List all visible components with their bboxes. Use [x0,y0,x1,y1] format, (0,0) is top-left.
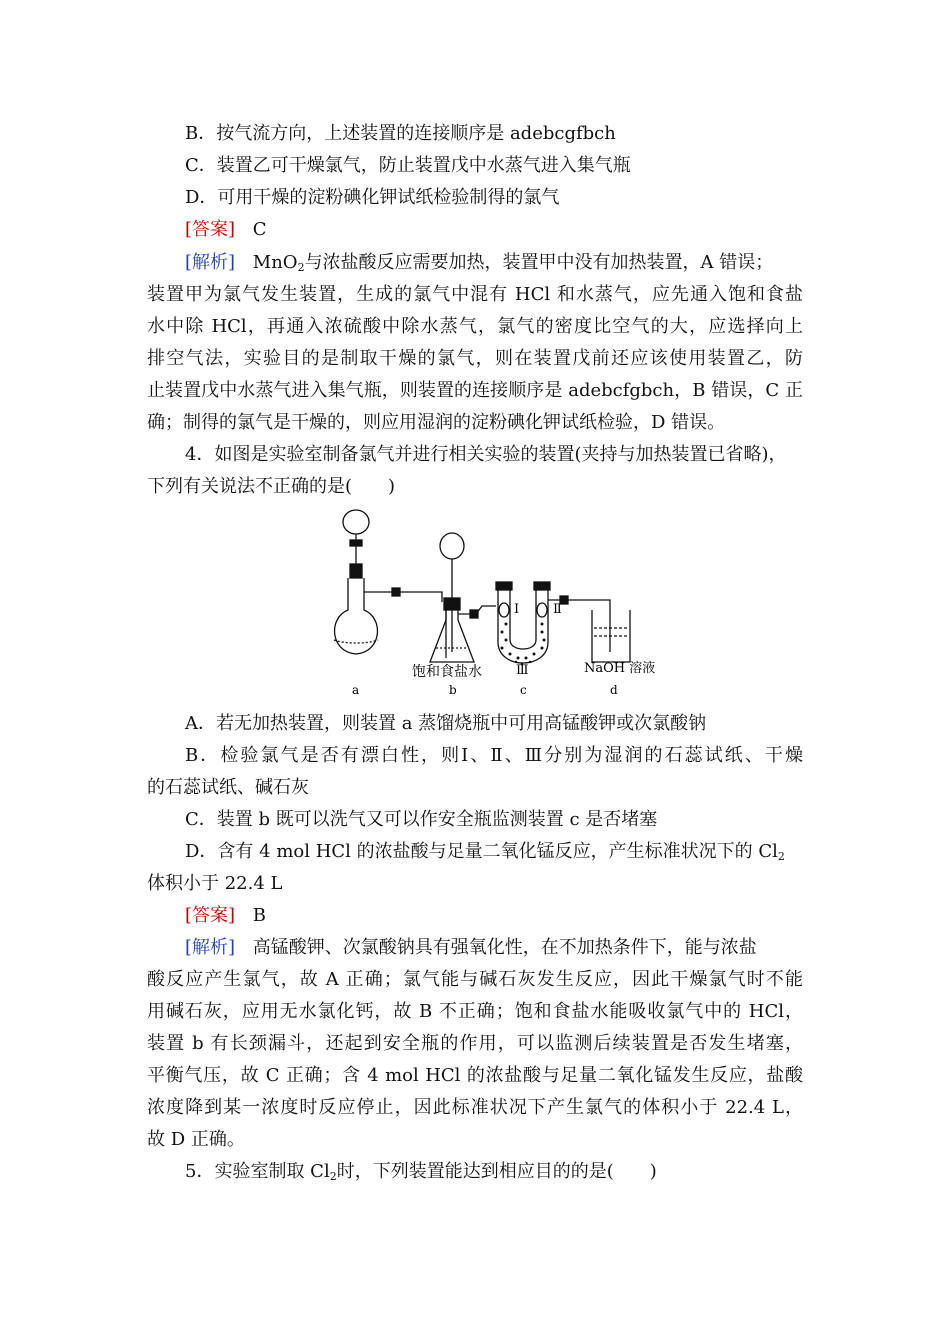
label-d: d [610,683,618,697]
q4-analysis-line-7: 故 D 正确。 [147,1129,245,1150]
analysis-tag: [解析] [185,252,236,273]
q4-option-b-line-1: B．检验氯气是否有漂白性，则Ⅰ、Ⅱ、Ⅲ分别为湿润的石蕊试纸、干燥 [185,745,803,766]
q5-stem [185,1158,657,1186]
q3-option-b: B．按气流方向，上述装置的连接顺序是 adebcgfbch [185,123,616,144]
q3-analysis-text-1b: 与浓盐酸反应需要加热，装置甲中没有加热装置，A 错误； [304,252,774,273]
answer-tag: [答案] [185,219,236,240]
label-c: c [520,683,527,697]
q4-option-d-line-1 [185,838,785,866]
q3-analysis-line-2: 装置甲为氯气发生装置，生成的氯气中混有 HCl 和水蒸气，应先通入饱和食盐 [147,284,803,305]
q4-option-d-line-2: 体积小于 22.4 L [147,873,283,894]
q4-analysis-line-3: 用碱石灰，应用无水氯化钙，故 B 不正确；饱和食盐水能吸收氯气中的 HCl， [147,1001,803,1022]
answer-tag: [答案] [185,905,236,926]
q3-analysis-text-1a: MnO [252,252,298,273]
q4-analysis-line-4: 装置 b 有长颈漏斗，还起到安全瓶的作用，可以监测后续装置是否发生堵塞， [147,1033,803,1054]
q4-answer-line [185,902,266,930]
q3-analysis-line-1 [185,249,803,277]
q4-answer-value: B [252,905,267,926]
distilling-flask [335,578,378,654]
q4-option-d-sub: 2 [777,850,785,863]
u-tube [498,590,548,663]
u-tube-left-stopper [496,582,512,590]
q3-analysis-sub: 2 [297,261,305,274]
q4-stem-line-2: 下列有关说法不正确的是( ) [147,476,396,497]
label-b: b [449,683,457,697]
funnel-stopcock [350,540,362,546]
q4-analysis-line-1 [185,934,803,962]
u-tube-right-stopper [534,582,550,590]
u-tube-mark-II [537,603,547,617]
q4-analysis-line-5: 平衡气压，故 C 正确；含 4 mol HCl 的浓盐酸与足量二氧化锰发生反应，盐酸 [147,1065,803,1086]
label-naoh: NaOH 溶液 [584,661,656,676]
label-I: Ⅰ [514,602,520,617]
separatory-funnel-bulb [343,510,369,534]
q4-option-c: C．装置 b 既可以洗气又可以作安全瓶监测装置 c 是否堵塞 [185,809,658,830]
label-saltwater: 饱和食盐水 [412,664,482,680]
u-tube-mark-I [499,603,509,617]
q4-option-d-text: D．含有 4 mol HCl 的浓盐酸与足量二氧化锰反应，产生标准状况下的 Cl [185,841,778,862]
q4-analysis-line-6: 浓度降到某一浓度时反应停止，因此标准状况下产生氯气的体积小于 22.4 L， [147,1097,803,1118]
q5-stem-text-a: 5．实验室制取 Cl [185,1161,330,1182]
apparatus-figure [320,502,660,702]
q4-analysis-line-2: 酸反应产生氯气，故 A 正确；氯气能与碱石灰发生反应，因此干燥氯气时不能 [147,969,803,990]
label-III: Ⅲ [516,663,529,678]
long-neck-funnel [440,533,464,559]
label-a: a [352,683,360,697]
q3-answer-value: C [252,219,267,240]
q4-analysis-text-1: 高锰酸钾、次氯酸钠具有强氧化性，在不加热条件下，能与浓盐 [252,937,757,958]
label-II: Ⅱ [553,602,562,617]
q4-stem-line-1: 4．如图是实验室制备氯气并进行相关实验的装置(夹持与加热装置已省略)， [185,444,787,465]
q3-option-c: C．装置乙可干燥氯气，防止装置戊中水蒸气进入集气瓶 [185,155,631,176]
q5-stem-sub: 2 [329,1170,337,1183]
q4-option-a: A．若无加热装置，则装置 a 蒸馏烧瓶中可用高锰酸钾或次氯酸钠 [185,713,707,734]
analysis-tag: [解析] [185,937,236,958]
q3-option-d: D．可用干燥的淀粉碘化钾试纸检验制得的氯气 [185,187,560,208]
q3-analysis-line-3: 水中除 HCl，再通入浓硫酸中除水蒸气，氯气的密度比空气的大，应选择向上 [147,316,803,337]
q3-analysis-line-4: 排空气法，实验目的是制取干燥的氯气，则在装置戊前还应该使用装置乙，防 [147,348,803,369]
q4-option-b-line-2: 的石蕊试纸、碱石灰 [147,777,309,798]
q5-stem-text-b: 时，下列装置能达到相应目的的是( ) [336,1161,657,1182]
connector-ab [392,588,400,596]
q3-analysis-line-6: 确；制得的氯气是干燥的，则应用湿润的淀粉碘化钾试纸检验，D 错误。 [147,412,726,433]
q3-answer-line [185,216,267,244]
q3-analysis-line-5: 止装置戊中水蒸气进入集气瓶，则装置的连接顺序是 adebcfgbch，B 错误，C 正 [147,380,803,401]
flask-stopper [350,564,362,578]
